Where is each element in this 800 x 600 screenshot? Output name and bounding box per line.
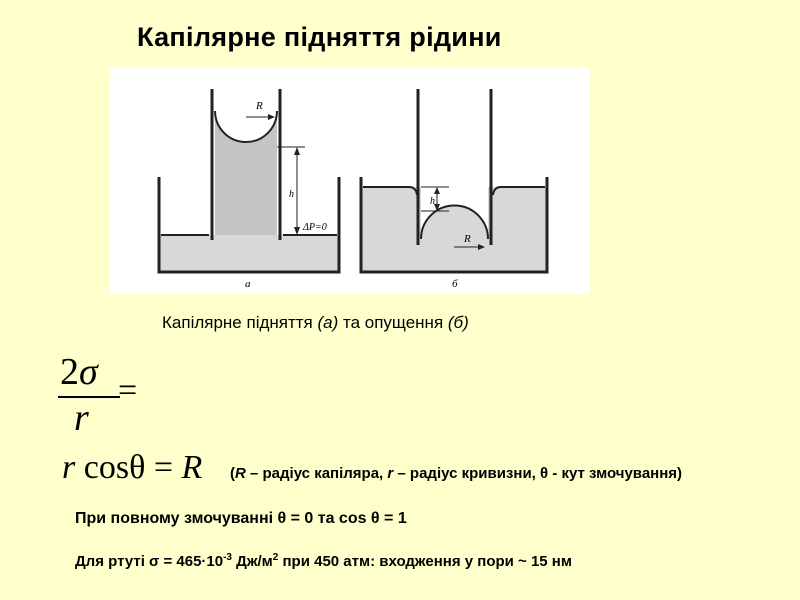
wetting-condition: При повному змочуванні θ = 0 та cos θ = 1 — [75, 510, 407, 527]
capillary-diagram — [109, 67, 589, 294]
label-R-b: R — [464, 233, 471, 245]
label-h-a: h — [289, 189, 294, 200]
formula-denominator: r — [74, 397, 89, 439]
liquid-vessel-a — [159, 235, 339, 272]
label-h-b: h — [430, 196, 435, 207]
label-b: б — [452, 278, 458, 290]
figure-caption: Капілярне підняття (а) та опущення (б) — [162, 313, 469, 332]
formula-note: (R – радіус капіляра, r – радіус кривизни, θ - кут змочування) — [230, 465, 683, 482]
liquid-column-a — [215, 111, 277, 235]
label-dp: ΔP=0 — [303, 222, 327, 233]
label-a: а — [245, 278, 251, 290]
mercury-note: Для ртуті $\sigma = 465\cdot 10^{-3}$ $Дж/м^2$ при 450 атм: входження у пори ~ 15 нм — [75, 552, 572, 570]
capillary-figure — [109, 67, 589, 294]
page-title: Капілярне підняття рідини — [137, 22, 502, 52]
radius-formula: r cosθ = R — [62, 449, 203, 486]
formula-numerator: 2σ — [60, 351, 98, 393]
formula-equals: = — [118, 372, 138, 409]
label-R-a: R — [256, 100, 263, 112]
fraction-bar — [58, 396, 120, 398]
laplace-formula — [50, 350, 160, 440]
